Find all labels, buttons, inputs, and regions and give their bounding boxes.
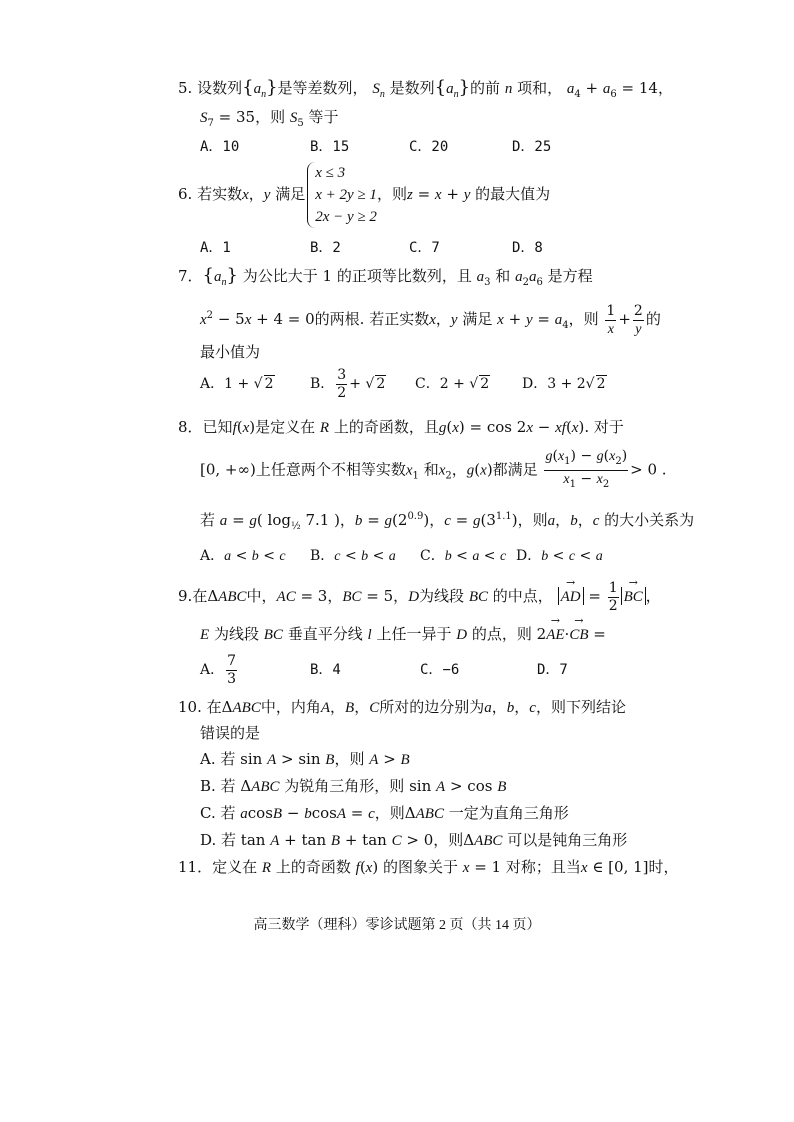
q8-line3: 若 a = g( $\log_{\frac{1}{2}} 7.1$ )，$b = g(2^{0.9})$，$c = g(3^{1.1})$，则a，b，c 的大小关系为 bbox=[200, 511, 695, 532]
q5-line1: 5. 设数列$\{a_n\}$是等差数列， $S_n$ 是数列$\{a_n\}$的前 n 项和， $a_4 + a_6 = 14$， bbox=[178, 77, 673, 100]
page-footer: 高三数学（理科）零诊试题第 2 页（共 14 页） bbox=[253, 918, 541, 933]
q7-option-b: B． $\frac{3}{2}$ + √ 2 bbox=[310, 366, 386, 401]
q8-option-a: A．a < b < c bbox=[200, 548, 286, 564]
q8-option-d: D．b < c < a bbox=[516, 548, 603, 564]
q6-option-b: B．2 bbox=[310, 240, 341, 256]
q5-option-c: C．20 bbox=[409, 139, 449, 155]
q10-line2: 错误的是 bbox=[200, 724, 261, 742]
q9-option-a: A． $\frac{7}{3}$ bbox=[200, 652, 237, 687]
q8-option-c: C．b < a < c bbox=[420, 548, 507, 564]
q6-option-a: A．1 bbox=[200, 240, 231, 256]
q7-line2: $x^2 - 5x + 4 = 0$的两根. 若正实数x，y 满足 $x + y = a_4$，则 $\frac{1}{x}$ + $\frac{2}{y}$ 的 bbox=[200, 302, 661, 337]
q5-option-a: A．10 bbox=[200, 139, 240, 155]
q7-option-a: A．1 + √ 2 bbox=[200, 376, 274, 392]
q5-line2: $S_7 = 35$，则 $S_5$ 等于 bbox=[200, 108, 339, 129]
q10-option-d: D. 若 tan A + tan B + tan C > 0，则ΔABC 可以是钝角三角形 bbox=[200, 831, 628, 849]
q8-line1: 8．已知f(x)是定义在 R 上的奇函数，且g(x) = cos 2x − xf(x). 对于 bbox=[178, 418, 624, 436]
q11-line1: 11．定义在 R 上的奇函数 f(x) 的图象关于 x = 1 对称；且当x ∈ [0, 1]时， bbox=[178, 858, 679, 876]
q9-option-c: C．−6 bbox=[420, 662, 460, 678]
q6-option-d: D．8 bbox=[512, 240, 543, 256]
q9-line2: E 为线段 BC 垂直平分线 l 上任一异于 D 的点，则 2→ AE·→ CB = bbox=[200, 624, 606, 645]
constraint-system: x ≤ 3 x + 2y ≥ 1 2x − y ≥ 2 bbox=[307, 162, 377, 228]
q7-line3: 最小值为 bbox=[200, 343, 261, 361]
q6-option-c: C．7 bbox=[409, 240, 440, 256]
q7-option-d: D．3 + 2√ 2 bbox=[522, 376, 606, 392]
q5-option-d: D．25 bbox=[512, 139, 552, 155]
q7-option-c: C．2 + √ 2 bbox=[415, 376, 490, 392]
q10-option-c: C. 若 acosB − bcosA = c，则ΔABC 一定为直角三角形 bbox=[200, 804, 569, 822]
q7-line1: 7．$\{a_n\}$ 为公比大于 1 的正项等比数列，且 $a_3$ 和 $a_2a_6$ 是方程 bbox=[178, 265, 593, 288]
q9-option-b: B．4 bbox=[310, 662, 341, 678]
q10-option-a: A. 若 sin A > sin B，则 A > B bbox=[200, 750, 410, 768]
q9-option-d: D．7 bbox=[537, 662, 568, 678]
q6-line1: 6. 若实数x，y 满足 x ≤ 3 x + 2y ≥ 1 2x − y ≥ 2 ，则z = x + y 的最大值为 bbox=[178, 162, 550, 228]
q5-option-b: B．15 bbox=[310, 139, 350, 155]
q10-line1: 10. 在ΔABC中，内角A，B，C所对的边分别为a，b，c，则下列结论 bbox=[178, 698, 626, 716]
q10-option-b: B. 若 ΔABC 为锐角三角形，则 sin A > cos B bbox=[200, 777, 507, 795]
q8-option-b: B．c < b < a bbox=[310, 548, 396, 564]
q9-line1: 9.在ΔABC中，AC = 3，BC = 5，D为线段 BC 的中点， → AD = $\frac{1}{2}$ → BC ， bbox=[178, 578, 661, 615]
q8-line2: [0, +∞)上任意两个不相等实数$x_1$ 和$x_2$，g(x)都满足 $\frac{g(x_1) - g(x_2)}{x_1 - x_2}$ > 0 . bbox=[200, 448, 667, 490]
